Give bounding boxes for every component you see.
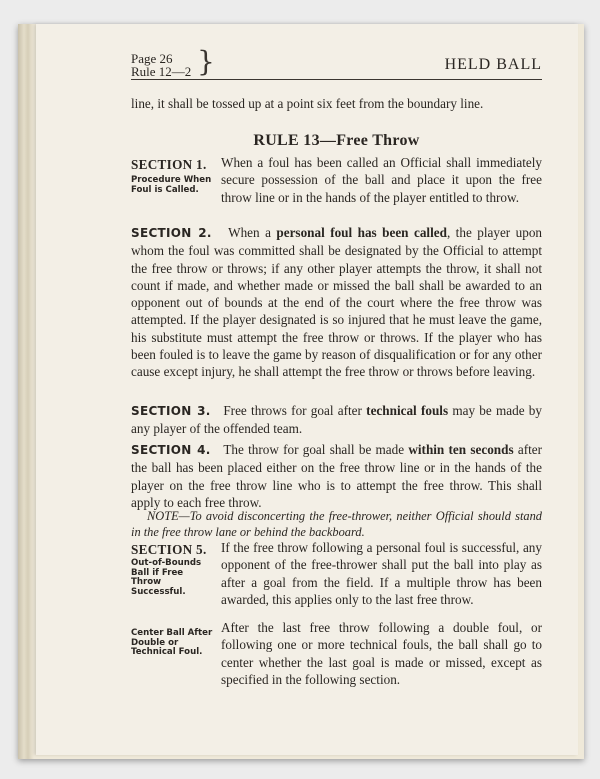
section-2-paragraph — [131, 224, 542, 381]
intro-paragraph: line, it shall be tossed up at a point six feet from the boundary line. — [131, 96, 484, 111]
brace-mark: } — [197, 45, 215, 78]
sidenote-line: Technical Foul. — [131, 647, 203, 657]
page-number: Page 26 — [131, 51, 173, 66]
section-2-body: , the player upon whom the foul was committed shall be designated by the Official to attempt the free throw or throws; if any other player attempts the throw, it shall not count if made, and whether made or missed the ball shall be awarded to an opponent out of bounds at the end of the court where the free throw was attempted. If the player designated is so injured that he must leave the game, his substitute must attempt the free throw or throws. If the player who has been fouled is to leave the game by reason of disqualification or for any other cause except injury, he shall attempt the free throw or throws before leaving. — [131, 225, 543, 380]
section-4-body: after the ball has been placed either on the free throw line or in the hands of the player on the free throw line who is to attempt the free throw. This shall apply to each free throw. — [131, 442, 542, 510]
section-5-sidenote — [131, 559, 201, 597]
note-paragraph: NOTE—To avoid disconcerting the free-thrower, neither Official should stand in the free throw lane or behind the backboard. — [131, 509, 542, 539]
section-5-text — [221, 539, 542, 608]
section-5-body: If the free throw following a personal foul is successful, any opponent of the free-thrower shall put the ball into play as after a goal from the field. If a multiple throw has been awarded, this applies only to the last free throw. — [221, 540, 542, 607]
section-5-body-2: After the last free throw following a double foul, or following one or more technical fouls, the ball shall go to center whether the last goal is made or missed, except as specified in the following section. — [221, 620, 542, 687]
section-5-label: SECTION 5. — [131, 542, 207, 557]
sidenote-line: Out-of-Bounds — [131, 558, 202, 568]
sidenote-line: Double or — [131, 637, 179, 648]
sidenote-line: Center Ball After — [131, 628, 213, 638]
sidenote-line: Foul is Called. — [131, 184, 199, 195]
section-2-lead: When a — [228, 225, 277, 240]
section-3-paragraph — [131, 402, 542, 438]
page-header-ref — [131, 52, 191, 78]
running-title: HELD BALL — [444, 56, 542, 73]
section-1-text — [221, 154, 542, 206]
section-5-sidenote-2 — [131, 629, 212, 658]
sidenote-line: Ball if Free — [131, 567, 184, 578]
section-5-text-2 — [221, 619, 542, 688]
section-1-sidenote — [131, 176, 211, 195]
section-3-body: may be made by any player of the offended team. — [131, 403, 542, 437]
header-rule — [131, 79, 542, 80]
sidenote-line: Successful. — [131, 586, 186, 597]
section-3-bold: technical fouls — [366, 403, 449, 418]
section-2-label: SECTION 2. — [131, 226, 212, 240]
section-1-label: SECTION 1. — [131, 157, 207, 172]
section-3-label: SECTION 3. — [131, 404, 211, 418]
section-1-body: When a foul has been called an Official shall immediately secure possession of the ball and place it upon the free throw line or in the hands of the player entitled to throw. — [221, 155, 542, 205]
sidenote-line: Throw — [131, 577, 162, 587]
rule-reference: Rule 12—2 — [131, 64, 192, 79]
section-4-lead: The throw for goal shall be made — [223, 442, 409, 457]
section-3-lead: Free throws for goal after — [223, 403, 367, 418]
section-2-bold: personal foul has been called — [276, 225, 447, 240]
section-4-paragraph — [131, 441, 542, 511]
sidenote-line: Procedure When — [131, 175, 212, 185]
rule-title: RULE 13—Free Throw — [253, 132, 420, 149]
section-4-label: SECTION 4. — [131, 443, 211, 457]
section-4-bold: within ten seconds — [408, 442, 514, 457]
